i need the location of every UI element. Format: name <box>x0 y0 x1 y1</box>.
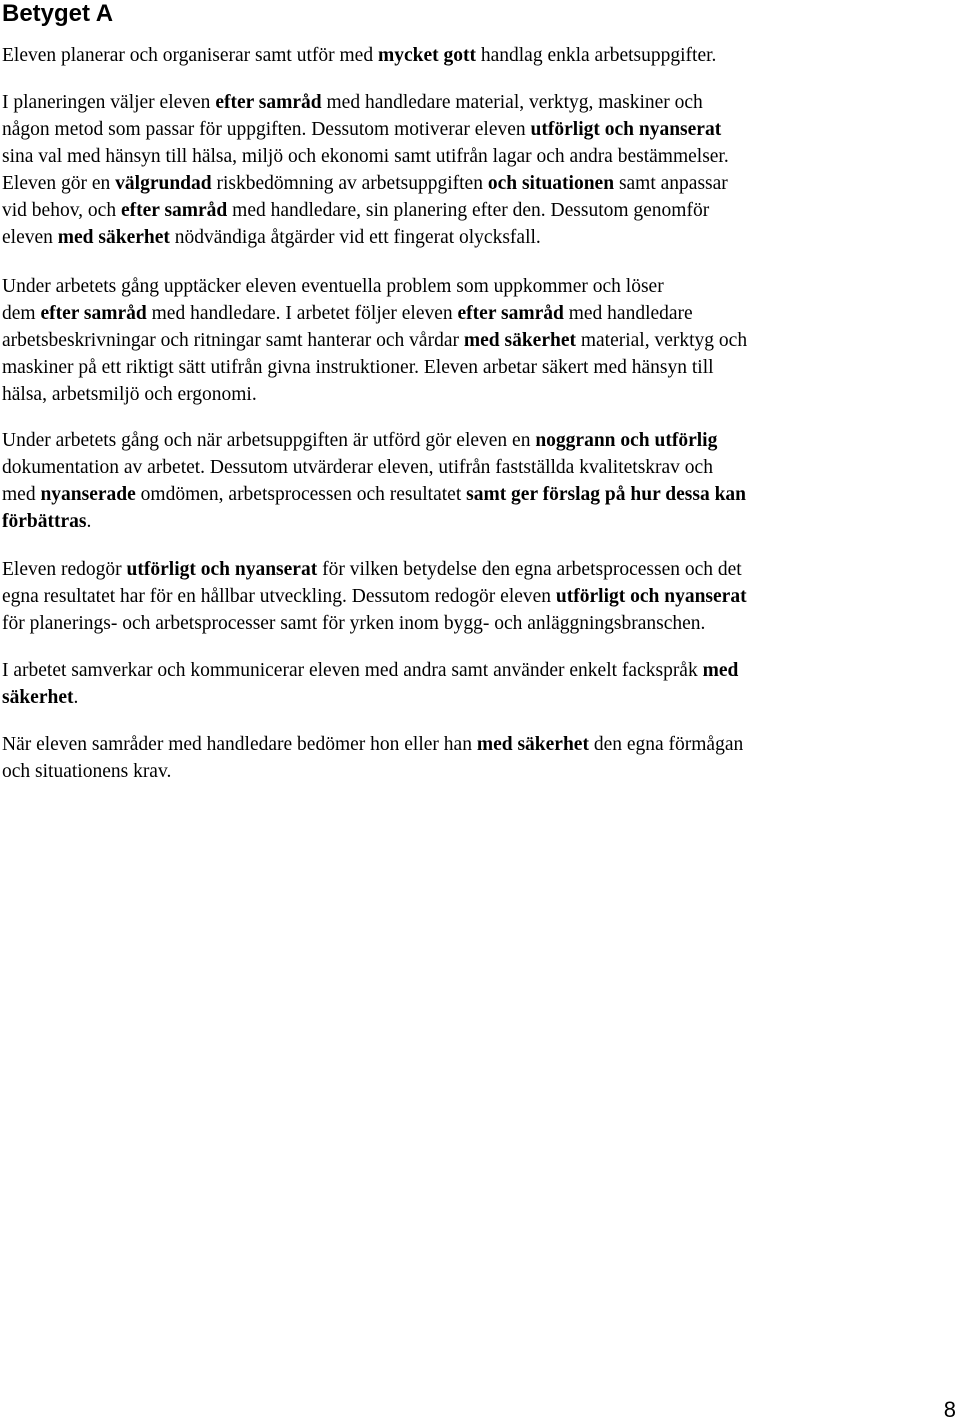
body-text: . <box>86 511 92 532</box>
emphasis-text: med säkerhet <box>476 734 589 755</box>
body-text: När eleven samråder med handledare bedömer hon eller han <box>2 734 477 755</box>
body-text: den egna förmågan och situationens krav. <box>2 734 744 782</box>
emphasis-text: utförligt och nyanserat <box>555 586 747 607</box>
criteria-paragraph <box>2 731 743 785</box>
emphasis-text: med säkerhet <box>463 330 576 351</box>
emphasis-text: utförligt och nyanserat <box>126 559 318 580</box>
emphasis-text: och situationen <box>487 173 615 194</box>
emphasis-text: välgrundad <box>115 173 212 194</box>
body-text: med handledare arbetsbeskrivningar och ritningar samt hanterar och vårdar <box>2 303 693 351</box>
body-text: material, verktyg och maskiner på ett riktigt sätt utifrån givna instruktioner. Eleven arbetar säkert med hänsyn till hälsa, arbetsmiljö och ergonomi. <box>2 330 748 405</box>
criteria-paragraph <box>2 273 747 408</box>
body-text: med handledare material, verktyg, maskiner och någon metod som passar för uppgiften. Dessutom motiverar eleven <box>2 92 703 140</box>
body-text: sina val med hänsyn till hälsa, miljö och ekonomi samt utifrån lagar och andra bestämmelser. Eleven gör en <box>2 146 729 194</box>
emphasis-text: nyanserade <box>40 484 136 505</box>
criteria-paragraph <box>2 427 746 535</box>
emphasis-text: med säkerhet <box>57 227 170 248</box>
emphasis-text: efter samråd <box>215 92 322 113</box>
body-text: I arbetet samverkar och kommunicerar eleven med andra samt använder enkelt fackspråk <box>2 660 703 681</box>
emphasis-text: efter samråd <box>40 303 147 324</box>
criteria-paragraph <box>2 89 729 251</box>
body-text: med handledare, sin planering efter den. Dessutom genomför eleven <box>2 200 710 248</box>
body-text: dokumentation av arbetet. Dessutom utvärderar eleven, utifrån fastställda kvalitetskrav och med <box>2 457 713 505</box>
body-text: handlag enkla arbetsuppgifter. <box>475 45 717 66</box>
body-text: Eleven planerar och organiserar samt utför med <box>2 45 378 66</box>
body-text: samt anpassar vid behov, och <box>2 173 728 221</box>
body-text: för planerings- och arbetsprocesser samt för yrken inom bygg- och anläggningsbranschen. <box>2 613 706 634</box>
page-number: 8 <box>943 1397 956 1422</box>
page-title: Betyget A <box>2 0 114 27</box>
emphasis-text: efter samråd <box>120 200 228 221</box>
criteria-paragraph <box>2 556 747 637</box>
emphasis-text: utförligt och nyanserat <box>530 119 722 140</box>
criteria-paragraph <box>2 42 716 69</box>
body-text: I planeringen väljer eleven <box>2 92 216 113</box>
body-text: för vilken betydelse den egna arbetsprocessen och det egna resultatet har för en hållbar utveckling. Dessutom redogör eleven <box>2 559 742 607</box>
document-page <box>2 0 952 782</box>
body-text: nödvändiga åtgärder vid ett fingerat olycksfall. <box>169 227 541 248</box>
body-text: med handledare. I arbetet följer eleven <box>146 303 458 324</box>
emphasis-text: efter samråd <box>457 303 564 324</box>
criteria-paragraph <box>2 657 738 711</box>
body-text: omdömen, arbetsprocessen och resultatet <box>135 484 467 505</box>
emphasis-text: noggrann och utförlig <box>535 430 718 451</box>
body-text: Under arbetets gång och när arbetsuppgiften är utförd gör eleven en <box>2 430 536 451</box>
body-text: Under arbetets gång upptäcker eleven eventuella problem som uppkommer och löser dem <box>2 276 664 324</box>
emphasis-text: samt ger förslag på hur dessa kan förbättras <box>2 484 747 532</box>
body-text: Eleven redogör <box>2 559 127 580</box>
emphasis-text: med säkerhet <box>2 660 739 708</box>
emphasis-text: mycket gott <box>377 45 476 66</box>
body-text: riskbedömning av arbetsuppgiften <box>211 173 488 194</box>
body-text: . <box>73 687 79 708</box>
